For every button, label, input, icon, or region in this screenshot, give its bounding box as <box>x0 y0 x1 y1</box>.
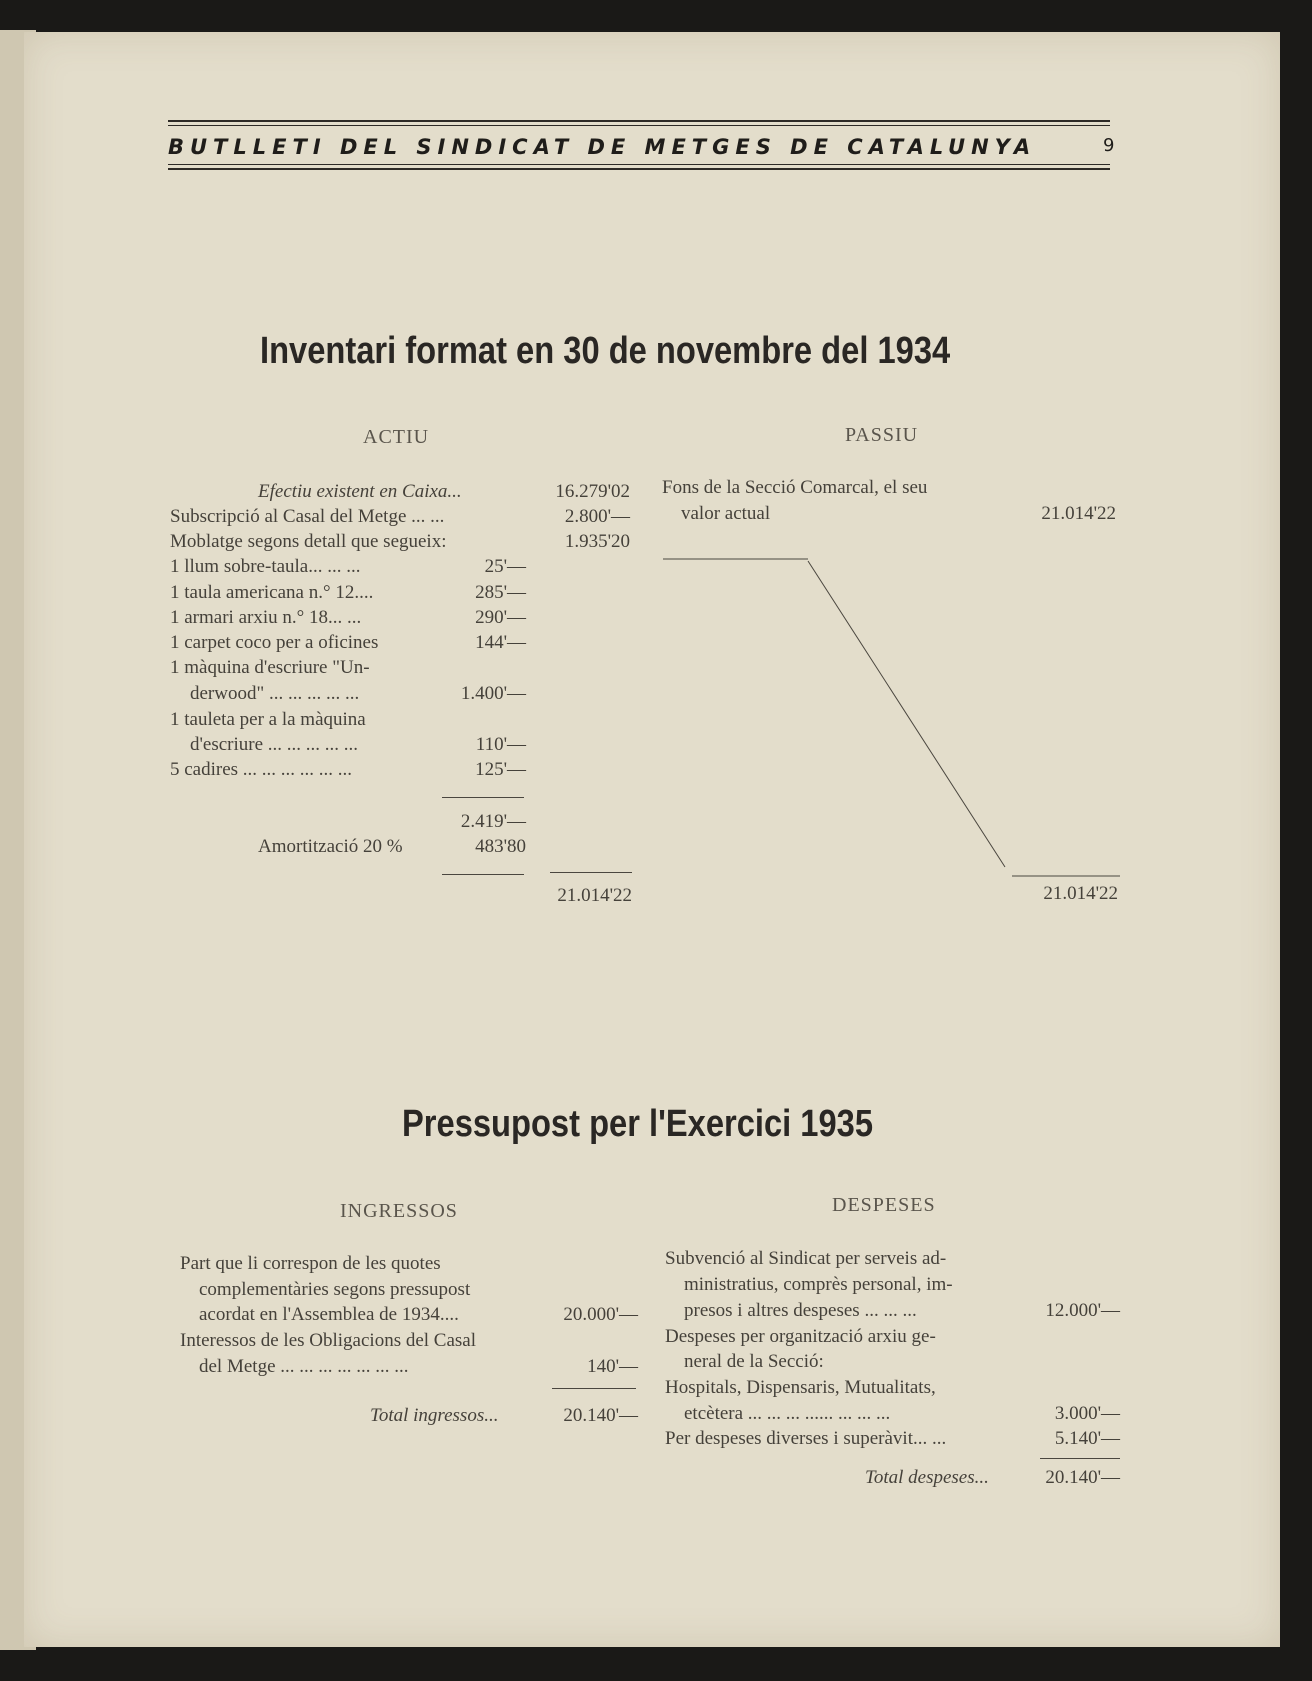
running-header <box>168 135 1128 159</box>
actiu-heading: ACTIU <box>363 426 430 448</box>
actiu-total: 21.014'22 <box>557 885 632 906</box>
efectiu-label: Efectiu existent en Caixa... <box>258 481 462 502</box>
despeses-value: 12.000'— <box>1045 1300 1120 1321</box>
moblatge-subtotal: 2.419'— <box>460 811 526 832</box>
ingressos-total-rule <box>552 1388 636 1389</box>
moblatge-item-label: 1 llum sobre-taula... ... ... <box>170 556 361 577</box>
ingressos-total-label: Total ingressos... <box>370 1405 499 1426</box>
ingressos-line: del Metge ... ... ... ... ... ... ... <box>199 1356 409 1377</box>
fons-value: 21.014'22 <box>1041 503 1116 524</box>
passiu-heading: PASSIU <box>845 424 919 446</box>
moblatge-item-label: derwood" ... ... ... ... ... <box>190 683 360 704</box>
despeses-line: Despeses per organització arxiu ge- <box>665 1326 936 1347</box>
despeses-line: ministratius, comprès personal, im- <box>684 1274 953 1295</box>
header-rule-bottom-thin <box>168 164 1110 165</box>
despeses-line: Per despeses diverses i superàvit... ... <box>665 1428 947 1449</box>
actiu-total-rule <box>550 872 632 873</box>
page-number: 9 <box>1103 135 1115 156</box>
despeses-total-value: 20.140'— <box>1045 1467 1120 1488</box>
ingressos-heading: INGRESSOS <box>340 1200 458 1222</box>
fons-line-2: valor actual <box>681 503 771 524</box>
ingressos-line: Interessos de les Obligacions del Casal <box>180 1330 477 1351</box>
moblatge-item-value: 290'— <box>475 607 526 628</box>
inventari-title: Inventari format en 30 de novembre del 1934 <box>260 330 951 372</box>
amortitzacio-rule <box>442 874 524 875</box>
subscripcio-value: 2.800'— <box>564 506 630 527</box>
moblatge-item-value: 125'— <box>475 759 526 780</box>
running-title: BUTLLETI DEL SINDICAT DE METGES DE CATALUNYA <box>168 135 1037 159</box>
moblatge-item-label: d'escriure ... ... ... ... ... <box>190 734 359 755</box>
despeses-line: Hospitals, Dispensaris, Mutualitats, <box>665 1377 936 1398</box>
passiu-fill-stroke <box>660 555 1130 885</box>
despeses-line: neral de la Secció: <box>684 1351 824 1372</box>
amortitzacio-label: Amortització 20 % <box>258 836 403 857</box>
despeses-line: etcètera ... ... ... ...... ... ... ... <box>684 1403 891 1424</box>
moblatge-item-value: 285'— <box>475 582 526 603</box>
despeses-total-label: Total despeses... <box>865 1467 989 1488</box>
subtotal-rule <box>442 797 524 798</box>
moblatge-item-label: 1 màquina d'escriure "Un- <box>170 657 370 678</box>
moblatge-item-value: 144'— <box>475 632 526 653</box>
moblatge-item-value: 110'— <box>475 734 526 755</box>
moblatge-item-value: 1.400'— <box>460 683 526 704</box>
despeses-line: presos i altres despeses ... ... ... <box>684 1300 917 1321</box>
moblatge-item-label: 5 cadires ... ... ... ... ... ... <box>170 759 353 780</box>
header-rule-bottom <box>168 168 1110 170</box>
moblatge-item-label: 1 armari arxiu n.° 18... ... <box>170 607 362 628</box>
header-rule-top <box>168 120 1110 122</box>
ingressos-value: 20.000'— <box>563 1304 638 1325</box>
despeses-heading: DESPESES <box>832 1194 936 1216</box>
ingressos-total-value: 20.140'— <box>563 1405 638 1426</box>
moblatge-value: 1.935'20 <box>564 531 630 552</box>
amortitzacio-value: 483'80 <box>475 836 526 857</box>
despeses-value: 5.140'— <box>1054 1428 1120 1449</box>
subscripcio-label: Subscripció al Casal del Metge ... ... <box>170 506 445 527</box>
moblatge-item-value: 25'— <box>484 556 526 577</box>
ingressos-value: 140'— <box>587 1356 638 1377</box>
ingressos-line: acordat en l'Assemblea de 1934.... <box>199 1304 459 1325</box>
ingressos-line: Part que li correspon de les quotes <box>180 1253 441 1274</box>
efectiu-value: 16.279'02 <box>555 481 630 502</box>
despeses-total-rule <box>1040 1458 1120 1459</box>
header-rule-top-thin <box>168 125 1110 126</box>
fons-line-1: Fons de la Secció Comarcal, el seu <box>662 477 928 498</box>
moblatge-label: Moblatge segons detall que segueix: <box>170 531 447 552</box>
passiu-total: 21.014'22 <box>1043 883 1118 904</box>
moblatge-item-label: 1 carpet coco per a oficines <box>170 632 379 653</box>
moblatge-item-label: 1 tauleta per a la màquina <box>170 709 366 730</box>
pressupost-title: Pressupost per l'Exercici 1935 <box>402 1103 874 1145</box>
moblatge-item-label: 1 taula americana n.° 12.... <box>170 582 374 603</box>
ingressos-line: complementàries segons pressupost <box>199 1279 471 1300</box>
despeses-value: 3.000'— <box>1054 1403 1120 1424</box>
despeses-line: Subvenció al Sindicat per serveis ad- <box>665 1248 947 1269</box>
